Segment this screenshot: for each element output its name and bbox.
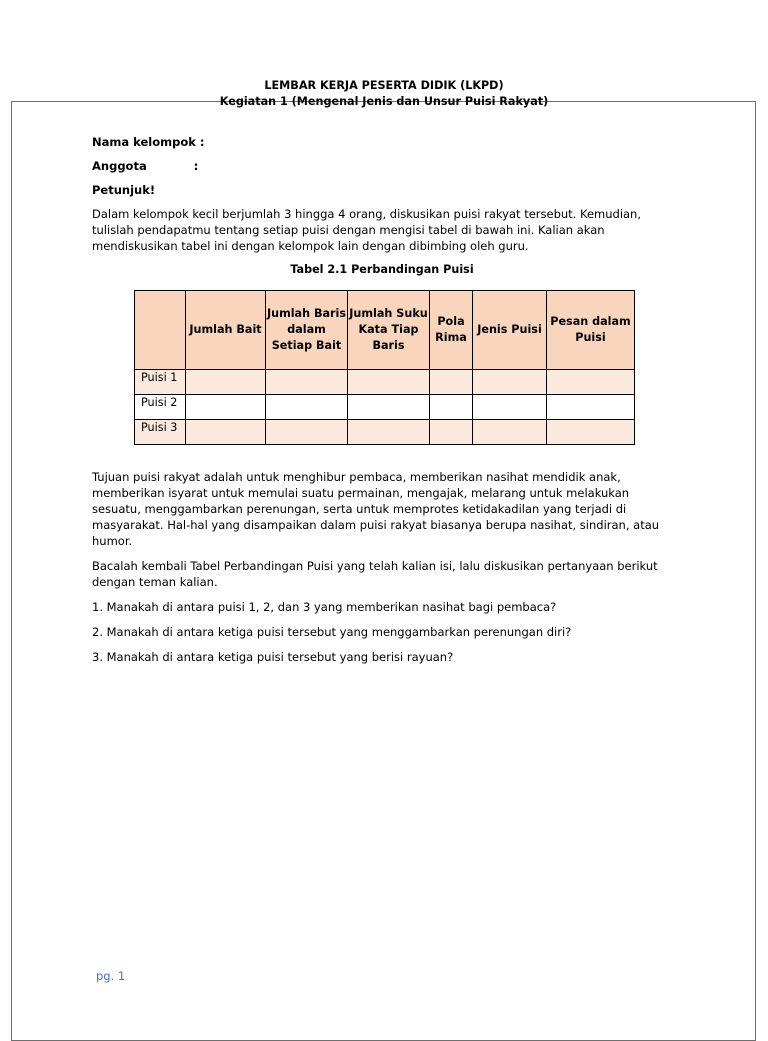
table-cell[interactable] bbox=[266, 420, 348, 445]
question-3: 3. Manakah di antara ketiga puisi tersebut yang berisi rayuan? bbox=[92, 650, 454, 664]
table-cell[interactable] bbox=[473, 420, 547, 445]
table-cell[interactable] bbox=[430, 420, 473, 445]
table-cell[interactable] bbox=[266, 395, 348, 420]
purpose-paragraph: Tujuan puisi rakyat adalah untuk menghibur pembaca, memberikan nasihat mendidik anak, memberikan isyarat untuk memulai suatu permainan, mengajak, melarang untuk melakukan sesuatu, menggambarkan perenungan, serta untuk memprotes ketidakadilan yang terjadi di masyarakat. Hal-hal yang disampaikan dalam puisi rakyat biasanya berupa nasihat, sindiran, atau humor. bbox=[92, 470, 660, 548]
members-colon: : bbox=[193, 159, 199, 173]
table-row bbox=[135, 420, 635, 445]
table-caption: Tabel 2.1 Perbandingan Puisi bbox=[290, 263, 474, 276]
table-header-row bbox=[135, 291, 635, 370]
header-pesan-puisi: Pesan dalam Puisi bbox=[547, 291, 635, 370]
header-jenis-puisi: Jenis Puisi bbox=[473, 291, 547, 370]
group-name-label: Nama kelompok : bbox=[92, 135, 205, 149]
table-cell[interactable] bbox=[547, 420, 635, 445]
members-label: Anggota bbox=[92, 159, 147, 173]
header-jumlah-bait: Jumlah Bait bbox=[186, 291, 266, 370]
instructions-label: Petunjuk! bbox=[92, 183, 156, 197]
comparison-table bbox=[134, 290, 635, 445]
table-cell[interactable] bbox=[430, 395, 473, 420]
intro-paragraph: Dalam kelompok kecil berjumlah 3 hingga 4 orang, diskusikan puisi rakyat tersebut. Kemudian, tulislah pendapatmu tentang setiap puisi dengan mengisi tabel di bawah ini. Kalian akan mendiskusikan tabel ini dengan kelompok lain dengan dibimbing oleh guru. bbox=[92, 207, 642, 253]
table-cell[interactable] bbox=[547, 370, 635, 395]
row-label-puisi-2: Puisi 2 bbox=[135, 395, 186, 420]
table-cell[interactable] bbox=[547, 395, 635, 420]
header-jumlah-baris: Jumlah Baris dalam Setiap Bait bbox=[266, 291, 348, 370]
header-jumlah-suku-kata: Jumlah Suku Kata Tiap Baris bbox=[348, 291, 430, 370]
table-cell[interactable] bbox=[186, 370, 266, 395]
discussion-instruction: Bacalah kembali Tabel Perbandingan Puisi yang telah kalian isi, lalu diskusikan pertanyaan berikut dengan teman kalian. bbox=[92, 559, 658, 589]
table-cell[interactable] bbox=[473, 370, 547, 395]
table-cell[interactable] bbox=[473, 395, 547, 420]
table-cell[interactable] bbox=[266, 370, 348, 395]
table-cell[interactable] bbox=[348, 370, 430, 395]
table-cell[interactable] bbox=[186, 420, 266, 445]
table-cell[interactable] bbox=[348, 395, 430, 420]
header-pola-rima: Pola Rima bbox=[430, 291, 473, 370]
row-label-puisi-1: Puisi 1 bbox=[135, 370, 186, 395]
row-label-puisi-3: Puisi 3 bbox=[135, 420, 186, 445]
members-line bbox=[92, 158, 672, 174]
question-1: 1. Manakah di antara puisi 1, 2, dan 3 yang memberikan nasihat bagi pembaca? bbox=[92, 600, 557, 614]
table-cell[interactable] bbox=[430, 370, 473, 395]
discussion-section bbox=[92, 469, 670, 674]
document-subtitle: Kegiatan 1 (Mengenal Jenis dan Unsur Puisi Rakyat) bbox=[219, 95, 549, 108]
worksheet-content bbox=[92, 134, 672, 286]
question-2: 2. Manakah di antara ketiga puisi tersebut yang menggambarkan perenungan diri? bbox=[92, 625, 572, 639]
document-title: LEMBAR KERJA PESERTA DIDIK (LKPD) bbox=[264, 79, 504, 92]
table-row bbox=[135, 370, 635, 395]
table-cell[interactable] bbox=[186, 395, 266, 420]
table-cell[interactable] bbox=[348, 420, 430, 445]
table-header-blank bbox=[135, 291, 186, 370]
table-row bbox=[135, 395, 635, 420]
page-number: pg. 1 bbox=[96, 969, 126, 983]
